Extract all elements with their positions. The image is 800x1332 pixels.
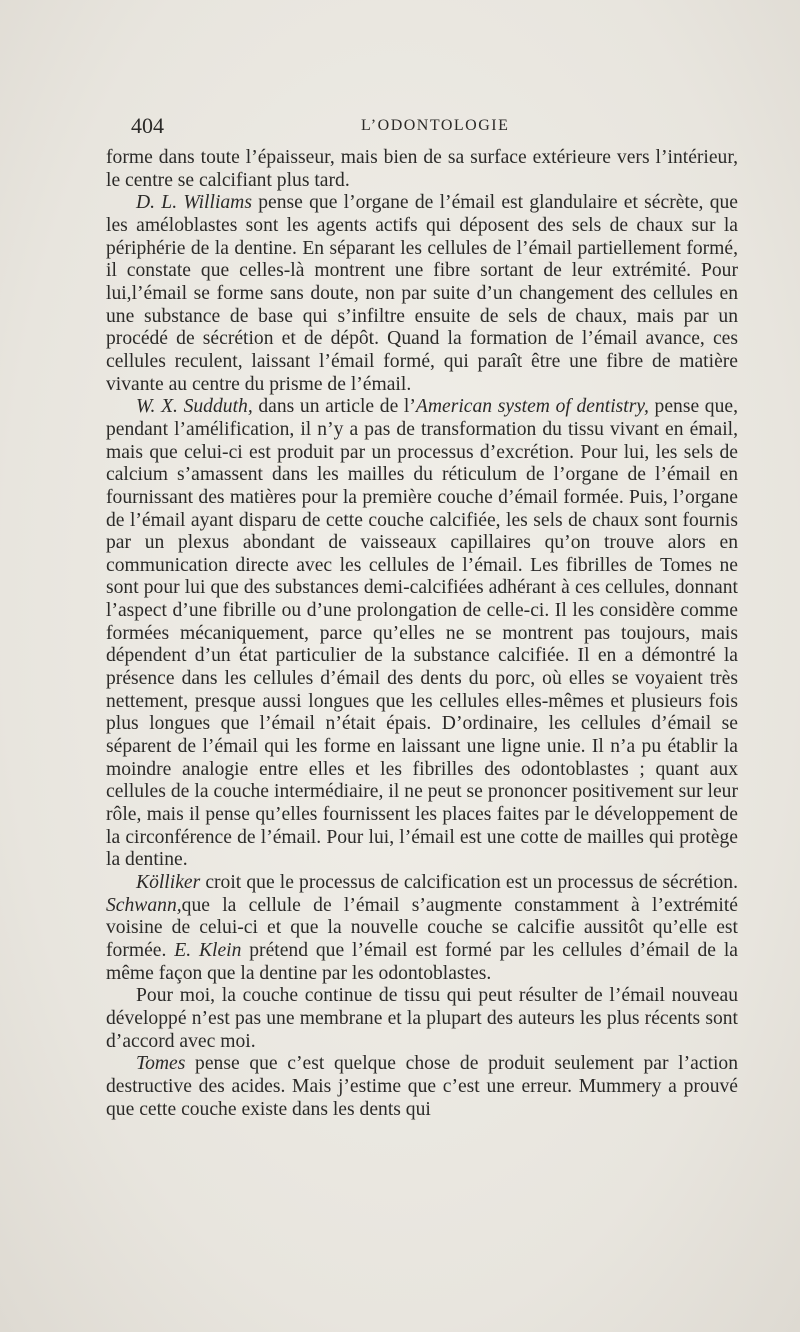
author-name: E. Klein — [174, 939, 242, 961]
text-segment: Pour moi, la couche continue de tissu qui peut résulter de l’émail nouveau développé n’est pas une membrane et la plupart des auteurs les plus récents sont d’accord avec moi. — [106, 985, 738, 1052]
author-name: W. X. Sudduth, — [136, 396, 253, 418]
text-segment: dans un article de l’ — [252, 396, 416, 418]
body-text — [106, 147, 738, 1121]
text-segment: forme dans toute l’épaisseur, mais bien de sa surface extérieure vers l’intérieur, le centre se calcifiant plus tard. — [106, 147, 738, 191]
text-segment: pense que c’est quelque chose de produit seulement par l’action destructive des acides. Mais j’estime que c’est une erreur. Mummery a prouvé que cette couche existe dans les dents qui — [106, 1053, 738, 1120]
running-head: L’ODONTOLOGIE — [361, 117, 510, 134]
paragraph-2 — [106, 192, 738, 396]
text-segment: prétend que l’émail est formé par les cellules d’émail de la même façon que la dentine par les odontoblastes. — [106, 939, 738, 984]
author-name: Tomes — [136, 1053, 186, 1075]
paragraph-3 — [106, 396, 738, 872]
text-segment: pense que, pendant l’amélification, il n’y a pas de transformation du tissu vivant en émail, mais que celui-ci est produit par un processus d’excrétion. Pour lui, les sels de calcium s’amassent dans les mailles du réticulum de l’organe de l’émail en fournissant des matières pour la première couche d’émail formée. Puis, l’organe de l’émail ayant disparu de cette couche calcifiée, les sels de chaux sont fournis par un plexus abondant de vaisseaux capillaires qu’on trouve alors en communication directe avec les cellules de l’émail. Les fibrilles de Tomes ne sont pour lui que des substances demi-calcifiées adhérant à ces cellules, donnant l’aspect d’une fibrille ou d’une prolongation de celle-ci. Il les considère comme formées mécaniquement, parce qu’elles ne se montrent pas toujours, mais dépendent d’un état particulier de la substance calcifiée. Il en a démontré la présence dans les cellules d’émail des dents du porc, où elles se voyaient très nettement, presque aussi longues que les cellules elles-mêmes et plusieurs fois plus longues que l’émail n’était épais. D’ordinaire, les cellules d’émail se séparent de l’émail qui les forme en laissant une ligne unie. Il n’a pu établir la moindre analogie entre elles et les fibrilles des odontoblastes ; quant aux cellules de la couche intermédiaire, il ne peut se prononcer positivement sur leur rôle, mais il pense qu’elles fournissent les places faites par le développement de la circonférence de l’émail. Pour lui, l’émail est une cotte de mailles qui protège la dentine. — [106, 396, 738, 871]
paragraph-6 — [106, 1053, 738, 1121]
paragraph-5 — [106, 985, 738, 1053]
text-segment: que la cellule de l’émail s’augmente constamment à l’extrémité voisine de celui-ci et que la nouvelle couche se calcifie aussitôt qu’elle est formée. — [106, 894, 738, 961]
text-segment: pense que l’organe de l’émail est glandulaire et sécrète, que les améloblastes sont les agents actifs qui déposent des sels de chaux sur la périphérie de la dentine. En séparant les cellules de l’émail partiellement formé, il constate que celles-là montrent une fibre sortant de leur extrémité. Pour lui,l’émail se forme sans doute, non par suite d’un changement des cellules en une substance de base qui s’infiltre ensuite de sels de chaux, mais par un procédé de sécrétion et de dépôt. Quand la formation de l’émail avance, ces cellules reculent, laissant l’émail formé, qui paraît être une fibre de matière vivante au centre du prisme de l’émail. — [106, 192, 739, 395]
text-segment: croit que le processus de calcification est un processus de sécrétion. — [200, 872, 738, 893]
page-header — [131, 106, 712, 146]
author-name: D. L. Williams — [136, 192, 252, 214]
paragraph-1 — [106, 147, 738, 192]
author-name: Schwann, — [106, 894, 182, 916]
paragraph-4 — [106, 872, 738, 985]
author-name: Kölliker — [136, 872, 201, 893]
page-number: 404 — [131, 113, 164, 138]
work-title: American system of dentistry, — [415, 396, 649, 418]
